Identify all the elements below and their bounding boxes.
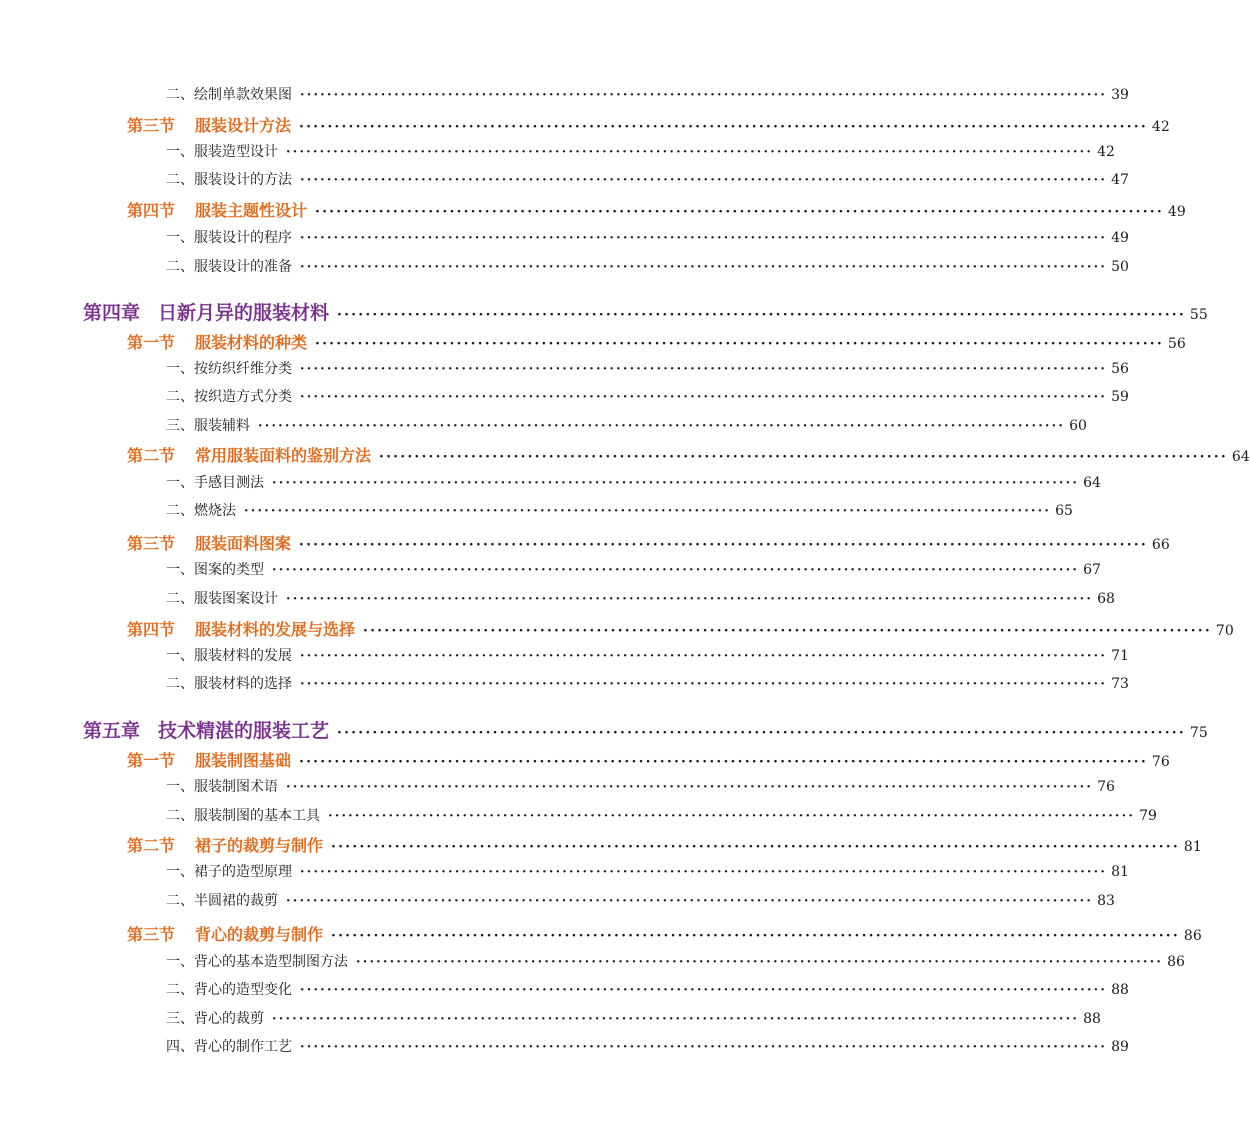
dot-leader: ························································································································ [286, 145, 1094, 160]
toc-section[interactable] [127, 531, 1170, 554]
toc-section[interactable] [127, 330, 1186, 353]
toc-entry-number: 第五章 [83, 720, 141, 742]
dot-leader: ························································································································ [328, 809, 1136, 824]
page-number: 73 [1111, 676, 1129, 692]
toc-entry-title [127, 443, 375, 466]
dot-leader: ························································································································ [300, 983, 1108, 998]
toc-entry-title [83, 716, 333, 743]
dot-leader: ························································································································ [272, 1012, 1080, 1027]
toc-item[interactable] [166, 256, 1129, 276]
toc-entry-number: 第四节 [127, 201, 176, 220]
toc-entry-label: 二、背心的造型变化 [166, 982, 292, 998]
dot-leader: ························································································································ [300, 231, 1108, 246]
toc-entry-title [83, 298, 333, 325]
dot-leader: ························································································································ [299, 119, 1148, 135]
toc-entry-title [166, 776, 282, 796]
dot-leader: ························································································································ [315, 204, 1164, 220]
toc-entry-number: 第二节 [127, 446, 176, 465]
page-number: 60 [1069, 418, 1087, 434]
toc-entry-title [166, 1008, 268, 1028]
dot-leader: ························································································································ [300, 173, 1108, 188]
page-number: 76 [1151, 754, 1170, 770]
page-number: 86 [1183, 928, 1202, 944]
toc-chapter[interactable] [83, 298, 1208, 325]
toc-entry-label: 一、裙子的造型原理 [166, 864, 292, 880]
dot-leader: ························································································································ [300, 865, 1108, 880]
toc-item[interactable] [166, 805, 1157, 825]
dot-leader: ························································································································ [300, 1040, 1108, 1055]
toc-entry-title [127, 531, 295, 554]
toc-entry-label: 三、服装辅料 [166, 418, 250, 434]
toc-section[interactable] [127, 617, 1234, 640]
toc-entry-number: 第四节 [127, 620, 176, 639]
toc-entry-title [166, 673, 296, 693]
toc-entry-label: 裙子的裁剪与制作 [195, 836, 324, 855]
dot-leader: ························································································································ [286, 780, 1094, 795]
dot-leader: ························································································································ [258, 419, 1066, 434]
page-number: 47 [1111, 172, 1129, 188]
dot-leader: ························································································································ [300, 362, 1108, 377]
page-number: 49 [1167, 204, 1186, 220]
toc-item[interactable] [166, 500, 1073, 520]
toc-item[interactable] [166, 645, 1129, 665]
dot-leader: ························································································································ [337, 307, 1186, 323]
toc-entry-title [166, 979, 296, 999]
dot-leader: ························································································································ [379, 449, 1228, 465]
toc-entry-label: 服装设计方法 [195, 116, 292, 135]
page-number: 56 [1111, 361, 1129, 377]
toc-entry-label: 一、按纺织纤维分类 [166, 361, 292, 377]
toc-entry-label: 服装材料的种类 [195, 333, 308, 352]
page-number: 81 [1111, 864, 1129, 880]
page-number: 49 [1111, 230, 1129, 246]
dot-leader: ························································································································ [331, 928, 1180, 944]
toc-entry-title [166, 951, 352, 971]
dot-leader: ························································································································ [337, 725, 1186, 741]
toc-entry-title [166, 890, 282, 910]
dot-leader: ························································································································ [299, 754, 1148, 770]
toc-item[interactable] [166, 1008, 1101, 1028]
toc-item[interactable] [166, 141, 1115, 161]
toc-section[interactable] [127, 748, 1170, 771]
toc-entry-label: 一、服装制图术语 [166, 779, 278, 795]
toc-entry-title [166, 472, 268, 492]
page-number: 64 [1083, 475, 1101, 491]
toc-entry-title [166, 141, 282, 161]
toc-entry-title [166, 256, 296, 276]
dot-leader: ························································································································ [300, 260, 1108, 275]
toc-item[interactable] [166, 673, 1129, 693]
toc-item[interactable] [166, 84, 1129, 104]
dot-leader: ························································································································ [286, 894, 1094, 909]
page-number: 88 [1111, 982, 1129, 998]
toc-entry-label: 二、燃烧法 [166, 503, 236, 519]
page-number: 88 [1083, 1011, 1101, 1027]
page-number: 75 [1189, 725, 1208, 741]
page-number: 83 [1097, 893, 1115, 909]
toc-entry-title [166, 645, 296, 665]
toc-item[interactable] [166, 559, 1101, 579]
toc-entry-number: 第一节 [127, 333, 176, 352]
toc-entry-label: 一、服装材料的发展 [166, 648, 292, 664]
dot-leader: ························································································································ [315, 336, 1164, 352]
page-number: 65 [1055, 503, 1073, 519]
toc-entry-title [166, 169, 296, 189]
toc-entry-title [166, 1036, 296, 1056]
toc-entry-title [127, 833, 327, 856]
toc-entry-title [166, 415, 254, 435]
toc-entry-label: 三、背心的裁剪 [166, 1011, 264, 1027]
dot-leader: ························································································································ [300, 390, 1108, 405]
toc-entry-label: 服装材料的发展与选择 [195, 620, 356, 639]
toc-entry-label: 二、半圆裙的裁剪 [166, 893, 278, 909]
dot-leader: ························································································································ [300, 649, 1108, 664]
toc-entry-title [166, 588, 282, 608]
toc-entry-label: 常用服装面料的鉴别方法 [195, 446, 372, 465]
toc-entry-title [127, 617, 359, 640]
page-number: 89 [1111, 1039, 1129, 1055]
toc-entry-number: 第三节 [127, 925, 176, 944]
toc-entry-label: 四、背心的制作工艺 [166, 1039, 292, 1055]
dot-leader: ························································································································ [299, 537, 1148, 553]
dot-leader: ························································································································ [244, 504, 1052, 519]
page-number: 71 [1111, 648, 1129, 664]
toc-entry-title [166, 861, 296, 881]
page-number: 79 [1139, 808, 1157, 824]
toc-entry-label: 一、服装造型设计 [166, 144, 278, 160]
toc-entry-title [166, 227, 296, 247]
toc-item[interactable] [166, 415, 1087, 435]
toc-section[interactable] [127, 113, 1170, 136]
toc-section[interactable] [127, 833, 1202, 856]
toc-entry-label: 日新月异的服装材料 [158, 302, 330, 324]
toc-entry-label: 背心的裁剪与制作 [195, 925, 324, 944]
toc-entry-label: 二、服装材料的选择 [166, 676, 292, 692]
toc-item[interactable] [166, 588, 1115, 608]
toc-entry-label: 技术精湛的服装工艺 [158, 720, 330, 742]
toc-entry-title [127, 922, 327, 945]
dot-leader: ························································································································ [331, 839, 1180, 855]
toc-entry-label: 一、背心的基本造型制图方法 [166, 954, 348, 970]
page-number: 42 [1151, 119, 1170, 135]
toc-entry-label: 二、按织造方式分类 [166, 389, 292, 405]
toc-chapter[interactable] [83, 716, 1208, 743]
toc-entry-label: 一、手感目测法 [166, 475, 264, 491]
page-number: 50 [1111, 259, 1129, 275]
toc-entry-title [166, 559, 268, 579]
toc-entry-label: 二、服装图案设计 [166, 591, 278, 607]
dot-leader: ························································································································ [356, 955, 1164, 970]
toc-item[interactable] [166, 227, 1129, 247]
page-number: 66 [1151, 537, 1170, 553]
toc-item[interactable] [166, 386, 1129, 406]
toc-entry-label: 一、图案的类型 [166, 562, 264, 578]
page-number: 42 [1097, 144, 1115, 160]
toc-entry-label: 二、服装设计的准备 [166, 259, 292, 275]
page-number: 56 [1167, 336, 1186, 352]
dot-leader: ························································································································ [300, 677, 1108, 692]
dot-leader: ························································································································ [300, 88, 1108, 103]
toc-entry-title [166, 84, 296, 104]
toc-item[interactable] [166, 776, 1115, 796]
toc-entry-title [166, 358, 296, 378]
page-number: 81 [1183, 839, 1202, 855]
toc-entry-number: 第三节 [127, 116, 176, 135]
toc-item[interactable] [166, 979, 1129, 999]
toc-item[interactable] [166, 358, 1129, 378]
toc-entry-label: 二、绘制单款效果图 [166, 87, 292, 103]
toc-item[interactable] [166, 951, 1185, 971]
toc-item[interactable] [166, 472, 1101, 492]
toc-section[interactable] [127, 198, 1186, 221]
page-number: 39 [1111, 87, 1129, 103]
page-number: 70 [1215, 623, 1234, 639]
dot-leader: ························································································································ [272, 476, 1080, 491]
toc-section[interactable] [127, 443, 1250, 466]
page-number: 55 [1189, 307, 1208, 323]
toc-entry-title [127, 113, 295, 136]
page-number: 68 [1097, 591, 1115, 607]
toc-entry-label: 服装面料图案 [195, 534, 292, 553]
toc-entry-label: 服装制图基础 [195, 751, 292, 770]
toc-entry-number: 第三节 [127, 534, 176, 553]
toc-entry-label: 二、服装制图的基本工具 [166, 808, 320, 824]
toc-section[interactable] [127, 922, 1202, 945]
toc-entry-label: 一、服装设计的程序 [166, 230, 292, 246]
page-number: 67 [1083, 562, 1101, 578]
page-number: 64 [1231, 449, 1250, 465]
page-number: 76 [1097, 779, 1115, 795]
toc-item[interactable] [166, 169, 1129, 189]
toc-entry-title [127, 330, 311, 353]
page-number: 59 [1111, 389, 1129, 405]
toc-entry-label: 二、服装设计的方法 [166, 172, 292, 188]
toc-entry-title [166, 386, 296, 406]
toc-entry-number: 第四章 [83, 302, 141, 324]
toc-entry-title [127, 748, 295, 771]
toc-entry-title [127, 198, 311, 221]
dot-leader: ························································································································ [363, 623, 1212, 639]
dot-leader: ························································································································ [286, 592, 1094, 607]
page-number: 86 [1167, 954, 1185, 970]
toc-item[interactable] [166, 890, 1115, 910]
toc-item[interactable] [166, 1036, 1129, 1056]
toc-entry-title [166, 805, 324, 825]
toc-item[interactable] [166, 861, 1129, 881]
toc-entry-label: 服装主题性设计 [195, 201, 308, 220]
toc-entry-number: 第二节 [127, 836, 176, 855]
toc-entry-number: 第一节 [127, 751, 176, 770]
toc-entry-title [166, 500, 240, 520]
dot-leader: ························································································································ [272, 563, 1080, 578]
